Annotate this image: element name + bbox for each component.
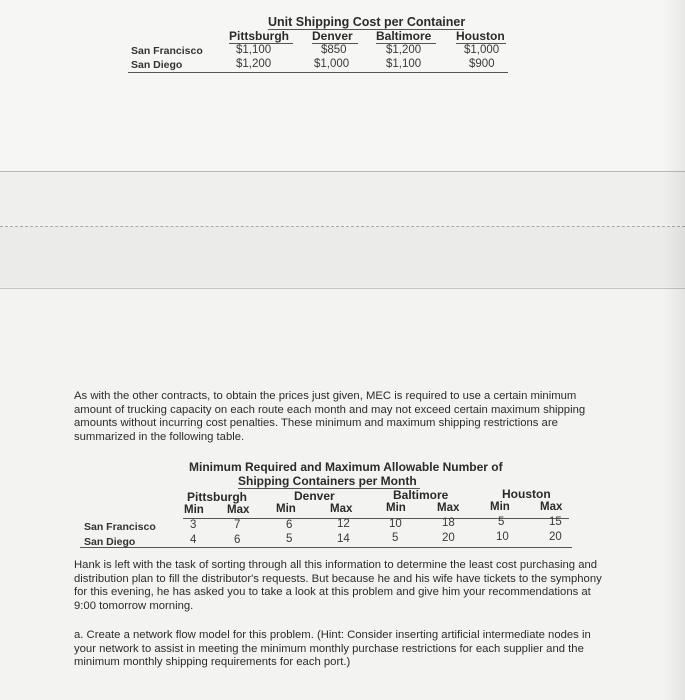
blank-band-gray	[0, 227, 685, 287]
minmax-header-denver: Denver	[294, 489, 335, 503]
minmax-header-pittsburgh: Pittsburgh	[187, 490, 247, 504]
minmax-cell: 3	[190, 519, 197, 531]
cost-cell: $1,100	[386, 58, 422, 70]
minmax-cell: 12	[337, 518, 350, 530]
minmax-cell: 5	[392, 532, 399, 544]
minmax-cell: 15	[549, 516, 562, 528]
cost-cell: $900	[469, 58, 495, 70]
min-label: Min	[386, 502, 406, 514]
min-label: Min	[490, 501, 510, 513]
minmax-cell: 20	[549, 531, 562, 543]
minmax-cell: 5	[498, 516, 505, 528]
min-label: Min	[276, 503, 296, 515]
minmax-cell: 10	[389, 518, 402, 530]
min-label: Min	[184, 504, 204, 516]
max-label: Max	[540, 501, 563, 513]
minmax-cell: 4	[190, 534, 197, 546]
cost-cell: $1,200	[236, 58, 272, 70]
cost-row-label-san-francisco: San Francisco	[131, 45, 203, 57]
cost-header-baltimore: Baltimore	[376, 29, 432, 43]
cost-header-denver: Denver	[312, 29, 353, 43]
minmax-header-houston: Houston	[502, 487, 551, 501]
max-label: Max	[227, 504, 250, 516]
minmax-cell: 5	[286, 533, 293, 545]
minmax-row-label-san-diego: San Diego	[84, 536, 136, 548]
page-shadow	[663, 0, 685, 700]
cost-cell: $1,000	[314, 58, 350, 70]
cost-cell: $1,200	[386, 44, 422, 56]
cost-cell: $1,100	[236, 44, 272, 56]
minmax-row-label-san-francisco: San Francisco	[84, 521, 156, 533]
minmax-table-title-line2: Shipping Containers per Month	[238, 474, 417, 488]
table-bottom-rule	[80, 547, 572, 548]
cost-row-label-san-diego: San Diego	[131, 59, 183, 71]
cost-header-pittsburgh: Pittsburgh	[229, 29, 289, 43]
minmax-cell: 14	[337, 533, 350, 545]
paragraph-trucking-capacity: As with the other contracts, to obtain the prices just given, MEC is required to use a certain minimum amount of trucking capacity on each route each month and may not exceed certain maximum shipping amounts without incurring cost penalties. These minimum and maximum shipping restrictions are summarized in the following table.	[74, 390, 586, 443]
minmax-cell: 6	[234, 534, 241, 546]
cost-header-houston: Houston	[456, 29, 505, 43]
paragraph-question-a: a. Create a network flow model for this problem. (Hint: Consider inserting artificial intermediate nodes in your network to assist in meeting the minimum monthly purchase restrictions for each supplier and the minimum monthly shipping requirements for each port.)	[74, 629, 591, 668]
shipping-cost-table-title: Unit Shipping Cost per Container	[268, 15, 466, 29]
max-label: Max	[330, 503, 353, 515]
minmax-cell: 20	[442, 532, 455, 544]
cost-cell: $850	[321, 44, 347, 56]
header-underline	[183, 518, 569, 519]
minmax-table-title-line1: Minimum Required and Maximum Allowable Number of	[189, 460, 503, 474]
blank-band	[0, 173, 685, 223]
minmax-cell: 18	[442, 517, 455, 529]
minmax-header-baltimore: Baltimore	[393, 488, 449, 502]
minmax-cell: 10	[496, 531, 509, 543]
minmax-cell: 6	[286, 519, 293, 531]
cost-cell: $1,000	[464, 44, 500, 56]
paragraph-hank-task: Hank is left with the task of sorting through all this information to determine the least cost purchasing and distribution plan to fill the distributor's requests. But because he and his wife have tickets to the symphony for this evening, he has asked you to take a look at this problem and give him your recommendations at 9:00 tomorrow morning.	[74, 559, 602, 612]
max-label: Max	[437, 502, 460, 514]
title-underline	[268, 29, 464, 30]
minmax-cell: 7	[234, 519, 241, 531]
table-bottom-rule	[128, 72, 508, 73]
